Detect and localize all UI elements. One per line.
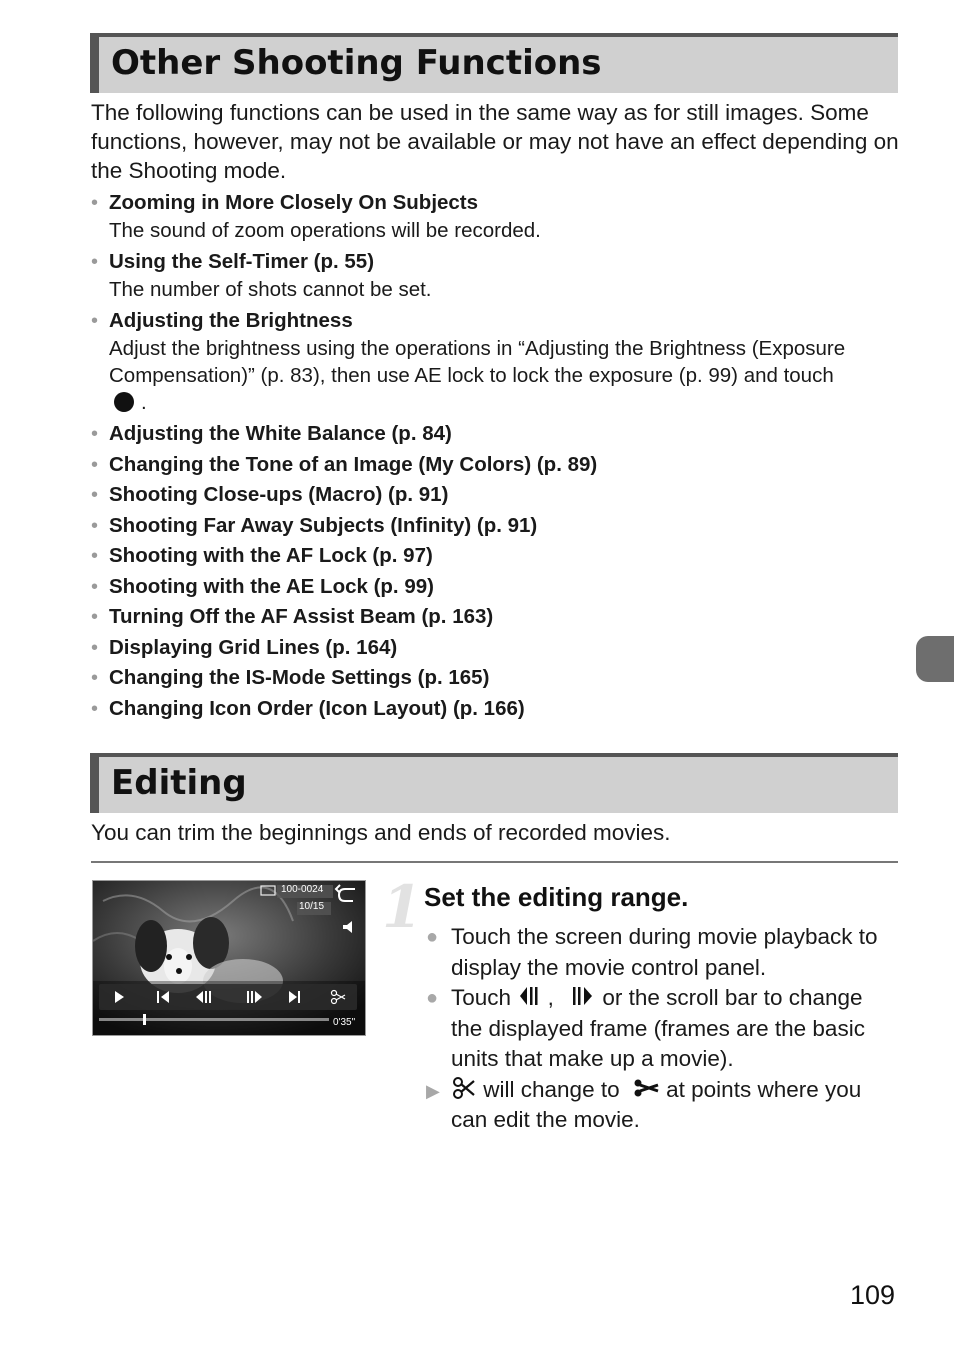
list-item (91, 511, 901, 541)
item-title: Shooting Far Away Subjects (Infinity) (p. 91) (109, 513, 538, 537)
item-desc: The number of shots cannot be set. (109, 278, 432, 301)
page-number: 109 (850, 1280, 896, 1310)
bullet-icon: • (91, 545, 99, 567)
bullet-icon: • (91, 310, 99, 332)
section-header-editing (90, 753, 898, 813)
circle-bullet-icon: ● (426, 987, 439, 1009)
chapter-tab (916, 636, 954, 682)
item-title: Zooming in More Closely On Subjects (109, 191, 479, 214)
bullet-icon: • (91, 484, 99, 506)
intro-paragraph: The following functions can be used in the same way as for still images. Some functions, however, may not be available or may not have an effect depending on the Shooting mode. (91, 100, 899, 183)
bullet-icon: • (91, 667, 99, 689)
item-title: Adjusting the White Balance (p. 84) (109, 422, 452, 445)
divider (91, 861, 898, 863)
bullet-icon: • (91, 251, 99, 273)
function-list (91, 188, 901, 724)
bullet-icon: • (91, 514, 99, 537)
movie-playback-screenshot (92, 880, 366, 1036)
scissors-icon (451, 1076, 477, 1100)
section-header-other-shooting (90, 33, 898, 93)
instruction-text-b: at points where you can edit the movie. (451, 1076, 862, 1132)
item-desc-end: . (141, 391, 147, 414)
list-item (91, 541, 901, 571)
instruction-item (426, 983, 898, 1075)
item-title: Changing the IS-Mode Settings (p. 165) (109, 666, 490, 689)
result-arrow-icon: ▶ (426, 1080, 440, 1101)
list-item (91, 663, 901, 693)
circle-bullet-icon: ● (426, 926, 439, 948)
bullet-icon: • (91, 606, 99, 628)
item-title: Using the Self-Timer (p. 55) (109, 250, 375, 273)
bullet-icon: • (91, 453, 99, 476)
item-desc (109, 335, 901, 416)
frame-counter: 10/15 (299, 901, 325, 912)
item-title: Shooting Close-ups (Macro) (p. 91) (109, 483, 449, 506)
previous-frame-icon (517, 984, 541, 1008)
list-item (91, 480, 901, 510)
step-number: 1 (382, 873, 423, 941)
bullet-icon: • (91, 636, 99, 659)
item-title: Adjusting the Brightness (109, 309, 353, 332)
list-item (91, 572, 901, 602)
item-title: Changing the Tone of an Image (My Colors) (p. 89) (109, 452, 598, 476)
list-item (91, 306, 901, 416)
list-item (91, 247, 901, 303)
next-frame-icon (570, 984, 596, 1008)
list-item (91, 694, 901, 724)
item-title: Displaying Grid Lines (p. 164) (109, 635, 398, 659)
item-title: Changing Icon Order (Icon Layout) (p. 166) (109, 696, 525, 720)
folder-number: 100-0024 (281, 884, 324, 895)
step-instructions (426, 922, 898, 1136)
step-title: Set the editing range. (424, 882, 689, 912)
item-desc: The sound of zoom operations will be recorded. (109, 219, 541, 242)
section-title: Editing (111, 763, 247, 803)
list-item (91, 450, 901, 480)
instruction-item (426, 922, 898, 983)
record-button-icon (114, 392, 134, 412)
list-item (91, 188, 901, 244)
scissors-active-icon (632, 1076, 660, 1100)
instruction-text-a: will change to (483, 1076, 620, 1102)
instruction-separator: , (547, 985, 554, 1010)
bullet-icon: • (91, 575, 99, 598)
item-title: Shooting with the AE Lock (p. 99) (109, 574, 434, 598)
list-item (91, 419, 901, 449)
list-item (91, 602, 901, 632)
intro-paragraph: You can trim the beginnings and ends of recorded movies. (91, 820, 671, 845)
item-title: Shooting with the AF Lock (p. 97) (109, 544, 433, 567)
section-title: Other Shooting Functions (111, 43, 602, 83)
bullet-icon: • (91, 423, 99, 445)
bullet-icon: • (91, 192, 99, 214)
bullet-icon: • (91, 697, 99, 720)
instruction-text-b: or the scroll bar to change the displayed frame (frames are the basic units that make up a movie). (451, 985, 865, 1071)
instruction-item (426, 1075, 898, 1136)
instruction-text-a: Touch (451, 985, 512, 1010)
instruction-text: Touch the screen during movie playback to display the movie control panel. (451, 924, 878, 980)
list-item (91, 633, 901, 663)
item-title: Turning Off the AF Assist Beam (p. 163) (109, 605, 494, 628)
elapsed-time: 0'35" (333, 1017, 356, 1028)
movie-frame-image (93, 881, 366, 1036)
item-desc-text: Adjust the brightness using the operations in “Adjusting the Brightness (Exposure Compensation)” (p. 83), then use AE lock to lock the exposure (p. 99) and touch (109, 337, 846, 387)
